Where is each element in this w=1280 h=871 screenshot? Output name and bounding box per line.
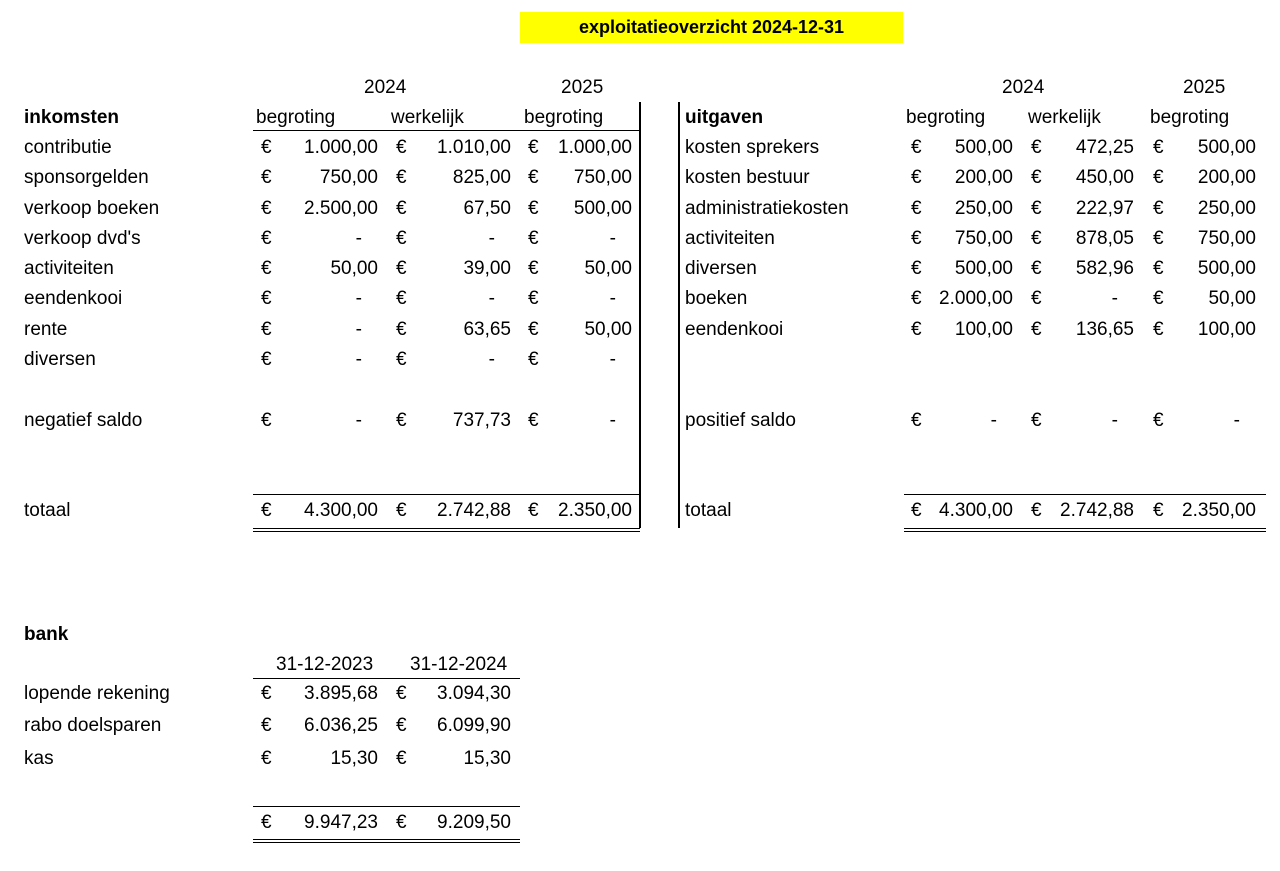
income-col-header: werkelijk [391,107,464,128]
income-row-currency: € [261,228,272,249]
expenses-col-header: begroting [906,107,986,128]
income-row-value: 50,00 [584,319,632,340]
expenses-total-currency: € [1153,500,1164,521]
expenses-year-2024: 2024 [1002,77,1045,98]
income-right-divider [639,102,641,528]
income-row-value: 1.000,00 [558,137,632,158]
expenses-row-currency: € [911,319,922,340]
expenses-saldo-label: positief saldo [685,410,796,431]
income-row-value: 825,00 [452,167,511,188]
expenses-col-header: begroting [1150,107,1230,128]
income-total-label: totaal [24,500,71,521]
expenses-row-currency: € [1031,228,1042,249]
income-total-currency: € [396,500,407,521]
income-row-currency: € [528,198,539,219]
income-row-currency: € [396,258,407,279]
expenses-row-value: 136,65 [1075,319,1134,340]
expenses-row-label: kosten bestuur [685,167,810,188]
expenses-row-currency: € [1031,167,1042,188]
income-saldo-value: 737,73 [452,410,511,431]
expenses-heading: uitgaven [685,107,764,128]
expenses-row-currency: € [911,167,922,188]
expenses-row-value: 100,00 [954,319,1013,340]
income-row-currency: € [396,167,407,188]
expenses-row-currency: € [1031,288,1042,309]
expenses-total-currency: € [1031,500,1042,521]
income-col-header-rule [253,130,640,131]
expenses-row-value: 878,05 [1075,228,1134,249]
bank-total-value: 9.209,50 [437,812,511,833]
expenses-row-value: 250,00 [1197,198,1256,219]
expenses-col-header: werkelijk [1028,107,1101,128]
income-row-currency: € [528,349,539,370]
income-saldo-currency: € [396,410,407,431]
expenses-saldo-value: - [1233,410,1240,431]
income-row-value: 750,00 [319,167,378,188]
bank-row-value: 6.099,90 [437,715,511,736]
income-row-value: 63,65 [463,319,511,340]
expenses-row-currency: € [1031,319,1042,340]
income-saldo-currency: € [261,410,272,431]
income-row-currency: € [396,349,407,370]
bank-date-2023: 31-12-2023 [276,654,374,675]
expenses-row-currency: € [1031,198,1042,219]
expenses-left-divider [678,102,680,528]
income-row-value: - [355,319,362,340]
expenses-total-double-rule [904,528,1266,532]
income-row-value: - [488,288,495,309]
bank-header-rule [253,678,520,679]
expenses-row-currency: € [1153,228,1164,249]
income-row-currency: € [261,198,272,219]
income-row-currency: € [261,258,272,279]
income-saldo-value: - [355,410,362,431]
bank-row-currency: € [396,683,407,704]
income-row-value: - [355,288,362,309]
expenses-row-value: 582,96 [1075,258,1134,279]
expenses-saldo-value: - [1111,410,1118,431]
income-total-currency: € [261,500,272,521]
income-row-value: - [488,228,495,249]
income-row-currency: € [396,319,407,340]
expenses-total-value: 4.300,00 [939,500,1013,521]
income-row-label: contributie [24,137,112,158]
income-total-value: 2.350,00 [558,500,632,521]
expenses-saldo-value: - [990,410,997,431]
expenses-row-label: administratiekosten [685,198,849,219]
income-row-value: - [609,349,616,370]
income-year-2025: 2025 [561,77,604,98]
income-row-label: verkoop dvd's [24,228,141,249]
income-row-currency: € [528,137,539,158]
expenses-row-currency: € [911,198,922,219]
income-row-value: - [355,349,362,370]
income-row-label: eendenkooi [24,288,123,309]
bank-row-currency: € [261,715,272,736]
bank-heading: bank [24,624,69,645]
income-total-currency: € [528,500,539,521]
expenses-row-currency: € [1153,288,1164,309]
expenses-saldo-currency: € [911,410,922,431]
income-row-value: 1.010,00 [437,137,511,158]
expenses-row-currency: € [911,228,922,249]
expenses-row-label: eendenkooi [685,319,784,340]
bank-row-value: 15,30 [330,748,378,769]
expenses-row-value: 500,00 [1197,258,1256,279]
income-row-currency: € [396,228,407,249]
expenses-row-value: 50,00 [1208,288,1256,309]
expenses-total-value: 2.350,00 [1182,500,1256,521]
income-row-label: activiteiten [24,258,114,279]
expenses-row-value: 2.000,00 [939,288,1013,309]
expenses-row-value: 200,00 [954,167,1013,188]
bank-total-currency: € [261,812,272,833]
bank-row-label: lopende rekening [24,683,170,704]
expenses-row-value: 500,00 [954,258,1013,279]
bank-row-value: 3.895,68 [304,683,378,704]
income-row-value: - [355,228,362,249]
bank-row-currency: € [396,748,407,769]
expenses-total-currency: € [911,500,922,521]
expenses-row-currency: € [1153,258,1164,279]
income-row-currency: € [261,349,272,370]
income-row-currency: € [528,228,539,249]
expenses-row-label: kosten sprekers [685,137,820,158]
income-row-currency: € [528,288,539,309]
expenses-row-value: 250,00 [954,198,1013,219]
bank-row-currency: € [261,683,272,704]
income-row-value: 1.000,00 [304,137,378,158]
income-row-currency: € [528,319,539,340]
bank-row-label: rabo doelsparen [24,715,162,736]
bank-total-currency: € [396,812,407,833]
expenses-row-value: - [1111,288,1118,309]
expenses-row-value: 200,00 [1197,167,1256,188]
expenses-total-value: 2.742,88 [1060,500,1134,521]
expenses-row-currency: € [1153,167,1164,188]
expenses-row-currency: € [1153,198,1164,219]
bank-row-currency: € [396,715,407,736]
income-total-value: 4.300,00 [304,500,378,521]
expenses-row-currency: € [1153,137,1164,158]
income-total-rule [253,494,640,495]
income-saldo-value: - [609,410,616,431]
income-row-value: 50,00 [330,258,378,279]
expenses-saldo-currency: € [1153,410,1164,431]
expenses-row-currency: € [911,258,922,279]
income-row-value: 67,50 [463,198,511,219]
income-row-currency: € [396,137,407,158]
income-row-currency: € [261,167,272,188]
income-year-2024: 2024 [364,77,407,98]
income-row-value: - [609,228,616,249]
income-row-value: - [488,349,495,370]
income-heading: inkomsten [24,107,120,128]
income-saldo-label: negatief saldo [24,410,143,431]
bank-total-double-rule [253,839,520,843]
expenses-row-currency: € [911,137,922,158]
bank-row-value: 15,30 [463,748,511,769]
income-row-value: - [609,288,616,309]
income-row-currency: € [528,167,539,188]
bank-total-value: 9.947,23 [304,812,378,833]
expenses-row-currency: € [1031,137,1042,158]
expenses-row-value: 222,97 [1075,198,1134,219]
income-col-header: begroting [524,107,604,128]
bank-row-currency: € [261,748,272,769]
income-row-currency: € [261,319,272,340]
income-row-value: 500,00 [573,198,632,219]
income-row-label: rente [24,319,68,340]
bank-row-value: 3.094,30 [437,683,511,704]
income-row-currency: € [396,198,407,219]
income-row-currency: € [261,137,272,158]
expenses-row-currency: € [1153,319,1164,340]
income-row-label: sponsorgelden [24,167,149,188]
income-total-double-rule [253,528,640,532]
expenses-total-rule [904,494,1266,495]
income-row-value: 2.500,00 [304,198,378,219]
expenses-row-value: 450,00 [1075,167,1134,188]
income-row-currency: € [396,288,407,309]
expenses-row-value: 500,00 [954,137,1013,158]
expenses-row-value: 500,00 [1197,137,1256,158]
page-title: exploitatieoverzicht 2024-12-31 [520,12,903,43]
expenses-row-value: 100,00 [1197,319,1256,340]
expenses-row-label: boeken [685,288,748,309]
income-total-value: 2.742,88 [437,500,511,521]
bank-row-label: kas [24,748,54,769]
income-row-currency: € [528,258,539,279]
expenses-row-label: diversen [685,258,757,279]
expenses-row-value: 472,25 [1075,137,1134,158]
bank-row-value: 6.036,25 [304,715,378,736]
income-row-value: 50,00 [584,258,632,279]
income-row-label: diversen [24,349,96,370]
income-row-currency: € [261,288,272,309]
income-col-header: begroting [256,107,336,128]
expenses-row-label: activiteiten [685,228,775,249]
expenses-year-2025: 2025 [1183,77,1226,98]
expenses-total-label: totaal [685,500,732,521]
bank-total-rule [253,806,520,807]
income-saldo-currency: € [528,410,539,431]
expenses-row-value: 750,00 [1197,228,1256,249]
income-row-value: 750,00 [573,167,632,188]
expenses-row-currency: € [1031,258,1042,279]
expenses-row-value: 750,00 [954,228,1013,249]
income-row-value: 39,00 [463,258,511,279]
income-row-label: verkoop boeken [24,198,160,219]
bank-date-2024: 31-12-2024 [410,654,508,675]
expenses-saldo-currency: € [1031,410,1042,431]
expenses-row-currency: € [911,288,922,309]
